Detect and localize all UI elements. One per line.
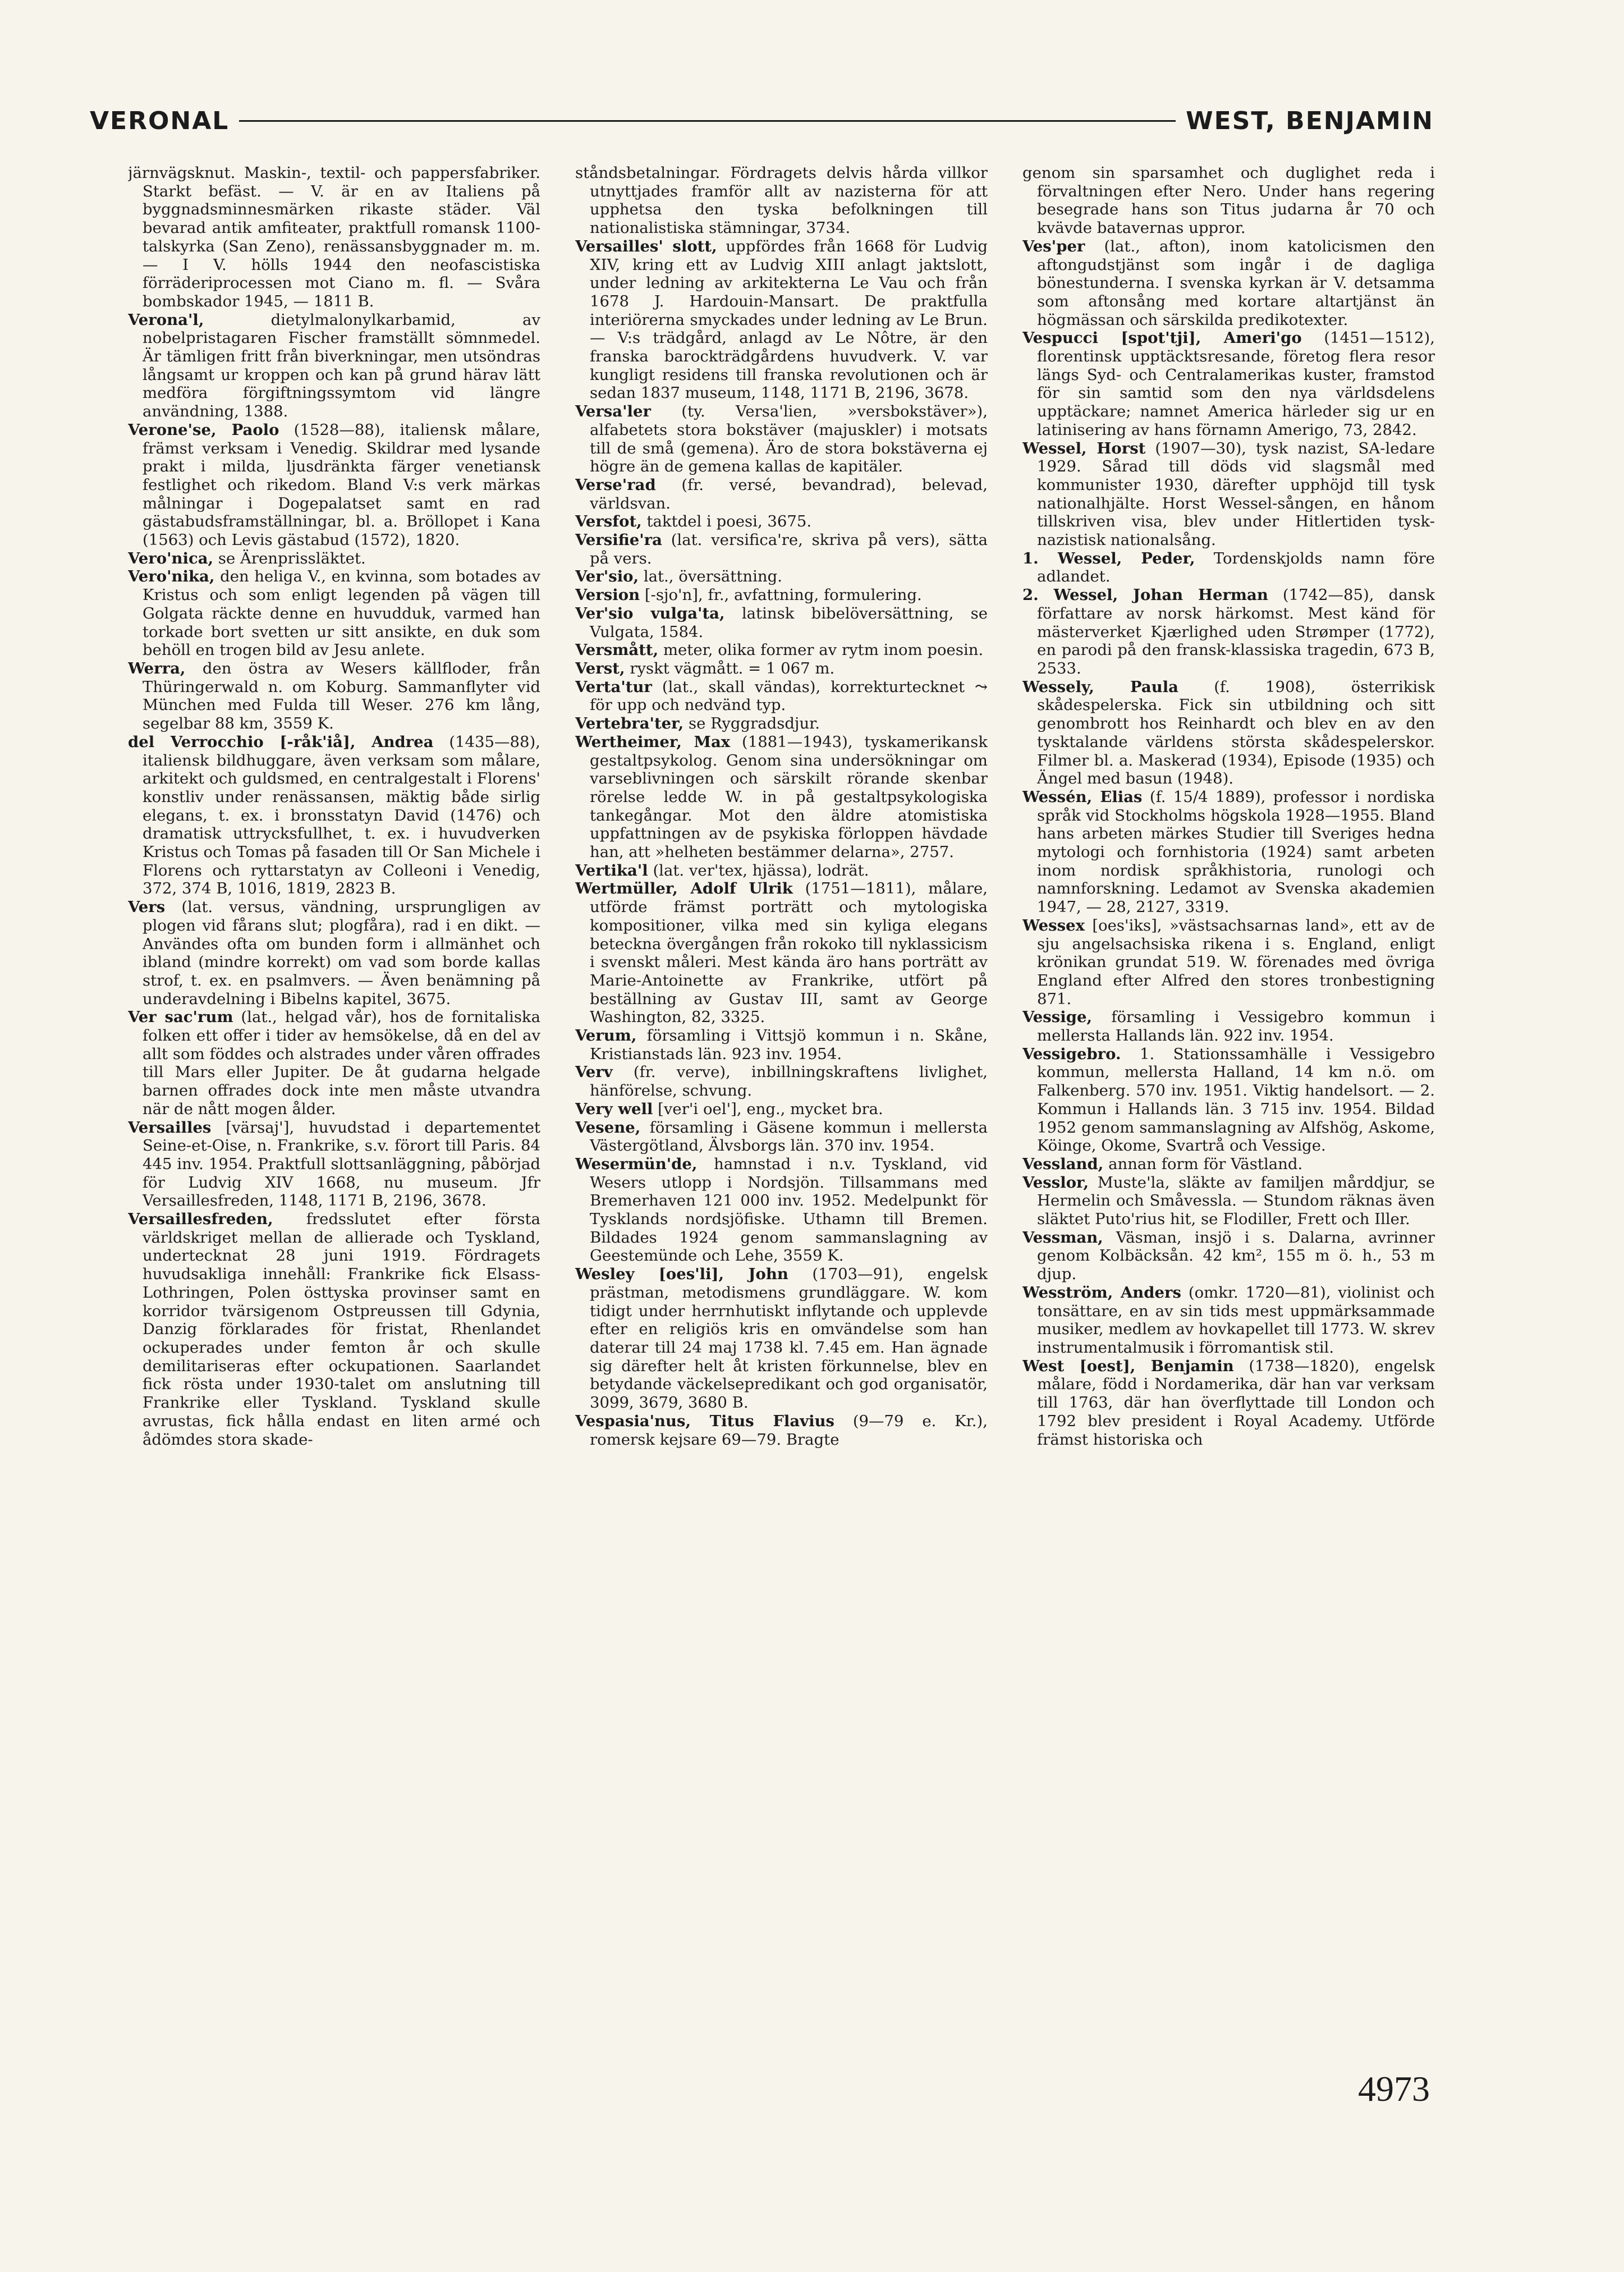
entry-definition: [värsaj'], huvudstad i departementet Seine-et-Oise, n. Frankrike, s.v. förort till Paris. 84 445 inv. 1954. Praktfull slottsanläggning, påbörjad för Ludvig XIV 1668, nu museum. Jfr Versaillesfreden, 1148, 1171 B, 2196, 3678. [143,1118,540,1210]
dictionary-entry [1022,586,1435,678]
entry-definition: dietylmalonylkarbamid, av nobelpristagaren Fischer framställt sömnmedel. Är tämligen fritt från biverkningar, men utsöndras långsamt ur kroppen och kan på grund härav lätt medföra förgiftningssymtom vid längre användning, 1388. [143,310,540,421]
dictionary-entry [128,1210,540,1449]
entry-headword: Vesene, [575,1118,641,1137]
dictionary-entry [575,476,988,512]
entry-definition: den östra av Wesers källfloder, från Thüringerwald n. om Koburg. Sammanflyter vid München med Fulda till Weser. 276 km lång, segelbar 88 km, 3559 K. [143,659,540,733]
entry-headword: Vessland, [1022,1155,1104,1173]
entry-definition: Tordenskjolds namn före adlandet. [1037,549,1435,586]
dictionary-entry [1022,1357,1435,1449]
header-last-entry-word: WEST, BENJAMIN [1186,106,1434,135]
entry-definition: (lat. ver'tex, hjässa), lodrät. [653,861,869,880]
dictionary-entry [1022,1155,1435,1174]
entry-definition: latinsk bibelöversättning, se Vulgata, 1584. [590,604,988,641]
dictionary-entry [1022,1229,1435,1284]
dictionary-entry [1022,1174,1435,1229]
entry-headword: Versaillesfreden, [128,1210,273,1229]
dictionary-entry [575,1100,988,1119]
column-3 [1022,164,1435,2083]
entry-definition: Muste'la, släkte av familjen mårddjur, se Hermelin och Småvessla. — Stundom räknas även släktet Puto'rius hit, se Flodiller, Frett och Iller. [1037,1173,1435,1229]
dictionary-entry [575,733,988,862]
column-1 [128,164,540,2083]
entry-definition: (1907—30), tysk nazist, SA-ledare 1929. Sårad till döds vid slagsmål med kommunister 1930, därefter upphöjd till tysk nationalhjälte. Horst Wessel-sången, en hånom tillskriven visa, blev under Hitlertiden tysk-nazistisk nationalsång. [1037,439,1435,549]
entry-headword: Ver sac'rum [128,1008,233,1027]
dictionary-entry [575,880,988,1027]
entry-headword: Ver'sio vulga'ta, [575,604,725,622]
entry-headword: Verse'rad [575,475,656,494]
entry-definition: meter, olika former av rytm inom poesin. [663,641,984,659]
entry-definition: (lat., helgad vår), hos de fornitaliska folken ett offer i tider av hemsökelse, då en del av allt som föddes och alstrades under våren offrades till Mars eller Jupiter. De åt gudarna helgade barnen offrades dock inte men måste utvandra när de nått mogen ålder. [143,1008,540,1118]
entry-definition: (1435—88), italiensk bildhuggare, även verksam som målare, arkitekt och guldsmed, en centralgestalt i Florens' konstliv under renässansen, mäktig både sirlig elegans, t. ex. i bronsstatyn David (1476) och dramatisk uttrycksfullhet, t. ex. i huvudverken Kristus och Tomas på fasaden till Or San Michele i Florens och ryttarstatyn av Colleoni i Venedig, 372, 374 B, 1016, 1819, 2823 B. [143,732,540,898]
entry-headword: del Verrocchio [-råk'iå], Andrea [128,732,434,751]
entry-definition: (1703—91), engelsk prästman, metodismens grundläggare. W. kom tidigt under herrnhutiskt inflytande och upplevde efter en religiös kris en omvändelse som han daterar till 24 maj 1738 kl. 7.45 em. Han ägnade sig därefter helt åt kristen förkunnelse, blev en betydande väckelsepredikant och god organisatör, 3099, 3679, 3680 B. [590,1265,988,1412]
entry-definition: uppfördes från 1668 för Ludvig XIV, kring ett av Ludvig XIII anlagt jaktslott, under ledning av arkitekterna Le Vau och från 1678 J. Hardouin-Mansart. De praktfulla interiörerna smyckades under ledning av Le Brun. — V:s trädgård, anlagd av Le Nôtre, är den franska barockträdgårdens huvudverk. V. var kungligt residens till franska revolutionen och är sedan 1837 museum, 1148, 1171 B, 2196, 3678. [590,237,988,402]
entry-headword: Vers [128,898,166,917]
dictionary-entry [128,567,540,659]
entry-definition: (1738—1820), engelsk målare, född i Nordamerika, där han var verksam till 1763, där han överflyttade till London och 1792 blev president i Royal Academy. Utförde främst historiska och [1037,1357,1435,1449]
entry-headword: Version [575,586,640,604]
entry-headword: Vero'nica, [128,549,214,567]
entry-headword: West [oest], Benjamin [1022,1357,1234,1375]
dictionary-entry [1022,1284,1435,1357]
entry-headword: Verone'se, Paolo [128,420,279,439]
dictionary-entry [575,862,988,880]
dictionary-entry [1022,1008,1435,1045]
entry-headword: Versa'ler [575,402,651,421]
entry-definition: se Ryggradsdjur. [688,714,820,733]
column-2 [575,164,988,2083]
dictionary-entry [128,164,540,311]
entry-headword: Versmått, [575,641,659,659]
entry-definition: taktdel i poesi, 3675. [646,512,812,531]
dictionary-entry [128,1119,540,1211]
entry-definition: (fr. verve), inbillningskraftens livlighet, hänförelse, schvung. [590,1063,988,1100]
header-first-entry-word: VERONAL [90,106,230,135]
entry-headword: Verona'l, [128,310,204,329]
entry-definition: den heliga V., en kvinna, som botades av Kristus och som enligt legenden på vägen till Golgata räckte denne en huvudduk, varmed han torkade bort svetten ur sitt ansikte, en duk som behöll en trogen bild av Jesu anlete. [143,567,540,659]
dictionary-entry [575,1265,988,1412]
dictionary-entry [575,531,988,567]
entry-definition: (1751—1811), målare, utförde främst porträtt och mytologiska kompositioner, vilka med sin kyliga elegans betecknа övergången från rokoko till nyklassicism i svenskt måleri. Mest kända äro hans porträtt av Marie-Antoinette av Frankrike, utfört på beställning av Gustav III, samt av George Washington, 82, 3325. [590,880,988,1027]
dictionary-entry [575,512,988,531]
entry-headword: Wesermün'de, [575,1155,698,1173]
entry-headword: 2. Wessel, Johan Herman [1022,586,1268,604]
dictionary-entry [1022,1045,1435,1155]
dictionary-entry [1022,439,1435,549]
text-columns [128,164,1435,2083]
entry-definition: (fr. versé, bevandrad), belevad, världsvan. [590,475,988,512]
entry-definition: (1528—88), italiensk målare, främst verksam i Venedig. Skildrar med lysande prakt i milda, ljusdränkta färger venetiansk festlighet och rikedom. Bland V:s verk märkas målningar i Dogepalatset samt en rad gästabudsframställningar, bl. a. Bröllopet i Kana (1563) och Levis gästabud (1572), 1820. [143,420,540,549]
entry-headword: Very well [575,1100,653,1118]
dictionary-entry [575,402,988,476]
entry-headword: Vessigebro. [1022,1045,1121,1063]
entry-definition: (1451—1512), florentinsk upptäcktsresande, företog flera resor längs Syd- och Centralamerikas kuster, framstod för sin samtid som den nya världsdelens upptäckare; namnet America härleder sig ur en latinisering av hans förnamn Amerigo, 73, 2842. [1037,329,1435,439]
dictionary-entry [575,1063,988,1100]
entry-definition: [ver'i oel'], eng., mycket bra. [658,1100,883,1118]
entry-headword: Vessige, [1022,1008,1093,1027]
entry-definition: järnvägsknut. Maskin-, textil- och pappersfabriker. Starkt befäst. — V. är en av Italiens på byggnadsminnesmärken rikaste städer. Väl bevarad antik amfiteater, praktfull romansk 1100-talskyrka (San Zeno), renässansbyggnader m. m. — I V. hölls 1944 den neofascistiska förräderiprocessen mot Ciano m. fl. — Svåra bombskador 1945, — 1811 B. [128,164,540,310]
dictionary-entry [575,1155,988,1265]
dictionary-entry [128,733,540,898]
dictionary-entry [575,237,988,402]
entry-definition: se Ärenprissläktet. [218,549,366,567]
entry-headword: Versailles [128,1118,212,1137]
dictionary-entry [1022,549,1435,586]
dictionary-entry [128,549,540,568]
entry-definition: fredsslutet efter första världskriget mellan de allierade och Tyskland, undertecknat 28 juni 1919. Fördragets huvudsakliga innehåll: Frankrike fick Elsass-Lothringen, Polen östtyska provinser samt en korridor tvärsigenom Ostpreussen till Gdynia, Danzig förklarades för fristat, Rhenlandet ockuperades under femton år och skulle demilitariseras efter ockupationen. Saarlandet fick rösta under 1930-talet om anslutning till Frankrike eller Tyskland. Tyskland skulle avrustas, fick hålla endast en liten armé och ådömdes stora skade- [143,1210,540,1449]
entry-headword: Wessex [1022,916,1085,935]
entry-headword: Wessén, Elias [1022,787,1143,806]
entry-definition: (9—79 e. Kr.), romersk kejsare 69—79. Bragte [590,1412,988,1449]
entry-headword: Vessman, [1022,1228,1103,1247]
entry-definition: hamnstad i n.v. Tyskland, vid Wesers utlopp i Nordsjön. Tillsammans med Bremerhaven 121 000 inv. 1952. Medelpunkt för Tysklands nordsjöfiske. Uthamn till Bremen. Bildades 1924 genom sammanslagning av Geestemünde och Lehe, 3559 K. [590,1155,988,1265]
dictionary-entry [575,604,988,641]
dictionary-entry [1022,788,1435,917]
entry-headword: Vespasia'nus, Titus Flavius [575,1412,835,1430]
entry-definition: (omkr. 1720—81), violinist och tonsättare, en av sin tids mest uppmärksammade musiker, medlem av hovkapellet till 1773. W. skrev instrumentalmusik i förromantisk stil. [1037,1283,1435,1357]
entry-headword: Ves'per [1022,237,1085,255]
dictionary-entry [575,567,988,586]
dictionary-entry [575,1027,988,1063]
entry-definition: annan form för Västland. [1108,1155,1303,1173]
entry-headword: Verum, [575,1027,637,1045]
dictionary-entry [575,659,988,678]
dictionary-entry [1022,678,1435,788]
entry-definition: ståndsbetalningar. Fördragets delvis hårda villkor utnyttjades framför allt av nazisterna för att upphetsa den tyska befolkningen till nationalistiska stämningar, 3734. [575,164,988,237]
dictionary-entry [575,1412,988,1449]
entry-headword: Werra, [128,659,186,677]
dictionary-entry [575,641,988,659]
entry-definition: (1881—1943), tyskamerikansk gestaltpsykolog. Genom sina undersökningar om varseblivningen och särskilt rörande skenbar rörelse ledde W. in på gestaltpsykologiska tankegångar. Mot den äldre atomistiska uppfattningen av de psykiska förloppen hävdade han, att »helheten bestämmer delarna», 2757. [590,732,988,862]
entry-headword: Versfot, [575,512,642,531]
entry-headword: Wessel, Horst [1022,439,1146,457]
entry-definition: ryskt vägmått. = 1 067 m. [630,659,835,677]
dictionary-entry [1022,237,1435,329]
dictionary-entry [128,1008,540,1118]
dictionary-entry [575,164,988,237]
running-header [90,104,1434,138]
dictionary-entry [575,678,988,714]
entry-definition: (ty. Versa'lien, »versbokstäver»), alfabetets stora bokstäver (majuskler) i motsats till de små (gemena). Äro de stora bokstäverna ej högre än de gemena kallas de kapitäler. [590,402,988,476]
entry-headword: Wertheimer, Max [575,732,731,751]
entry-headword: Verv [575,1063,613,1082]
entry-definition: (lat. versifica're, skriva på vers), sätta på vers. [590,531,988,567]
entry-definition: (lat., afton), inom katolicismen den aftongudstjänst som ingår i de dagliga bönestunderna. I svenska kyrkan är V. detsamma som aftonsång med kortare altartjänst än högmässan och särskilda predikotexter. [1037,237,1435,329]
entry-headword: Wessely, Paula [1022,677,1178,696]
entry-definition: (lat., skall vändas), korrekturtecknet ⤳ för upp och nedvänd typ. [590,677,988,714]
dictionary-entry [575,586,988,604]
entry-headword: Wesström, Anders [1022,1283,1181,1302]
entry-headword: Wesley [oes'li], John [575,1265,788,1284]
entry-headword: Ver'sio, [575,567,639,586]
entry-headword: Vero'nika, [128,567,215,586]
dictionary-entry [1022,164,1435,237]
entry-definition: (1742—85), dansk författare av norsk härkomst. Mest känd för mästerverket Kjærlighed uden Strømper (1772), en parodi på den fransk-klassiska tragedin, 673 B, 2533. [1037,586,1435,677]
entry-definition: genom sin sparsamhet och duglighet reda i förvaltningen efter Nero. Under hans regering besegrade hans son Titus judarna år 70 och kvävde batavernas uppror. [1022,164,1435,237]
entry-headword: Vespucci [spot'tji], Ameri'go [1022,329,1302,347]
dictionary-entry [1022,917,1435,1009]
header-rule [239,120,1176,122]
page-number: 4973 [1358,2069,1430,2109]
dictionary-entry [128,421,540,549]
entry-definition: (f. 1908), österrikisk skådespelerska. Fick sin utbildning och sitt genombrott hos Reinhardt och blev en av den tysktalande världens största skådespelerskor. Filmer bl. a. Maskerad (1934), Episode (1935) och Ängel med basun (1948). [1037,677,1435,788]
entry-headword: Vertebra'ter, [575,714,684,733]
entry-headword: Wertmüller, Adolf Ulrik [575,880,793,898]
dictionary-entry [128,659,540,733]
dictionary-entry [128,311,540,421]
entry-definition: (f. 15/4 1889), professor i nordiska språk vid Stockholms högskola 1928—1955. Bland hans arbeten märkes Studier till Sveriges hedna mytologi och fornhistoria (1924) samt arbeten inom nordisk språkhistoria, runologi och namnforskning. Ledamot av Svenska akademien 1947, — 28, 2127, 3319. [1037,787,1435,917]
dictionary-entry [1022,329,1435,439]
entry-headword: Versifie'ra [575,531,662,549]
entry-headword: Versailles' slott, [575,237,717,255]
entry-headword: Vertika'l [575,861,648,880]
entry-headword: Verta'tur [575,677,652,696]
entry-definition: lat., översättning. [643,567,782,586]
dictionary-entry [575,1119,988,1155]
entry-definition: (lat. versus, vändning, ursprungligen av plogen vid fårans slut; plogfåra), rad i en dikt. — Användes ofta om bunden form i allmänhet och ibland (mindre korrekt) om vad som borde kallas strof, t. ex. en psalmvers. — Även benämning på underavdelning i Bibelns kapitel, 3675. [143,898,540,1008]
entry-headword: Vesslor, [1022,1173,1089,1192]
dictionary-entry [128,898,540,1008]
entry-definition: 1. Stationssamhälle i Vessigebro kommun, mellersta Halland, 14 km n.ö. om Falkenberg. 570 inv. 1951. Viktig handelsort. — 2. Kommun i Hallands län. 3 715 inv. 1954. Bildad 1952 genom sammanslagning av Alfshög, Askome, Köinge, Okome, Svartrå och Vessige. [1037,1045,1435,1155]
entry-definition: [oes'iks], »västsachsarnas land», ett av de sju angelsachsiska rikena i s. England, enligt krönikan grundat 519. W. förenades med övriga England efter Alfred den stores tronbestigning 871. [1037,916,1435,1008]
entry-headword: 1. Wessel, Peder, [1022,549,1195,567]
entry-definition: församling i Vittsjö kommun i n. Skåne, Kristianstads län. 923 inv. 1954. [590,1027,988,1063]
dictionary-entry [575,714,988,733]
entry-definition: Väsman, insjö i s. Dalarna, avrinner genom Kolbäcksån. 42 km², 155 m ö. h., 53 m djup. [1037,1228,1435,1284]
entry-headword: Verst, [575,659,625,677]
entry-definition: församling i Gäsene kommun i mellersta Västergötland, Älvsborgs län. 370 inv. 1954. [590,1118,988,1155]
entry-definition: församling i Vessigebro kommun i mellersta Hallands län. 922 inv. 1954. [1037,1008,1435,1045]
entry-definition: [-sjo'n], fr., avfattning, formulering. [644,586,922,604]
